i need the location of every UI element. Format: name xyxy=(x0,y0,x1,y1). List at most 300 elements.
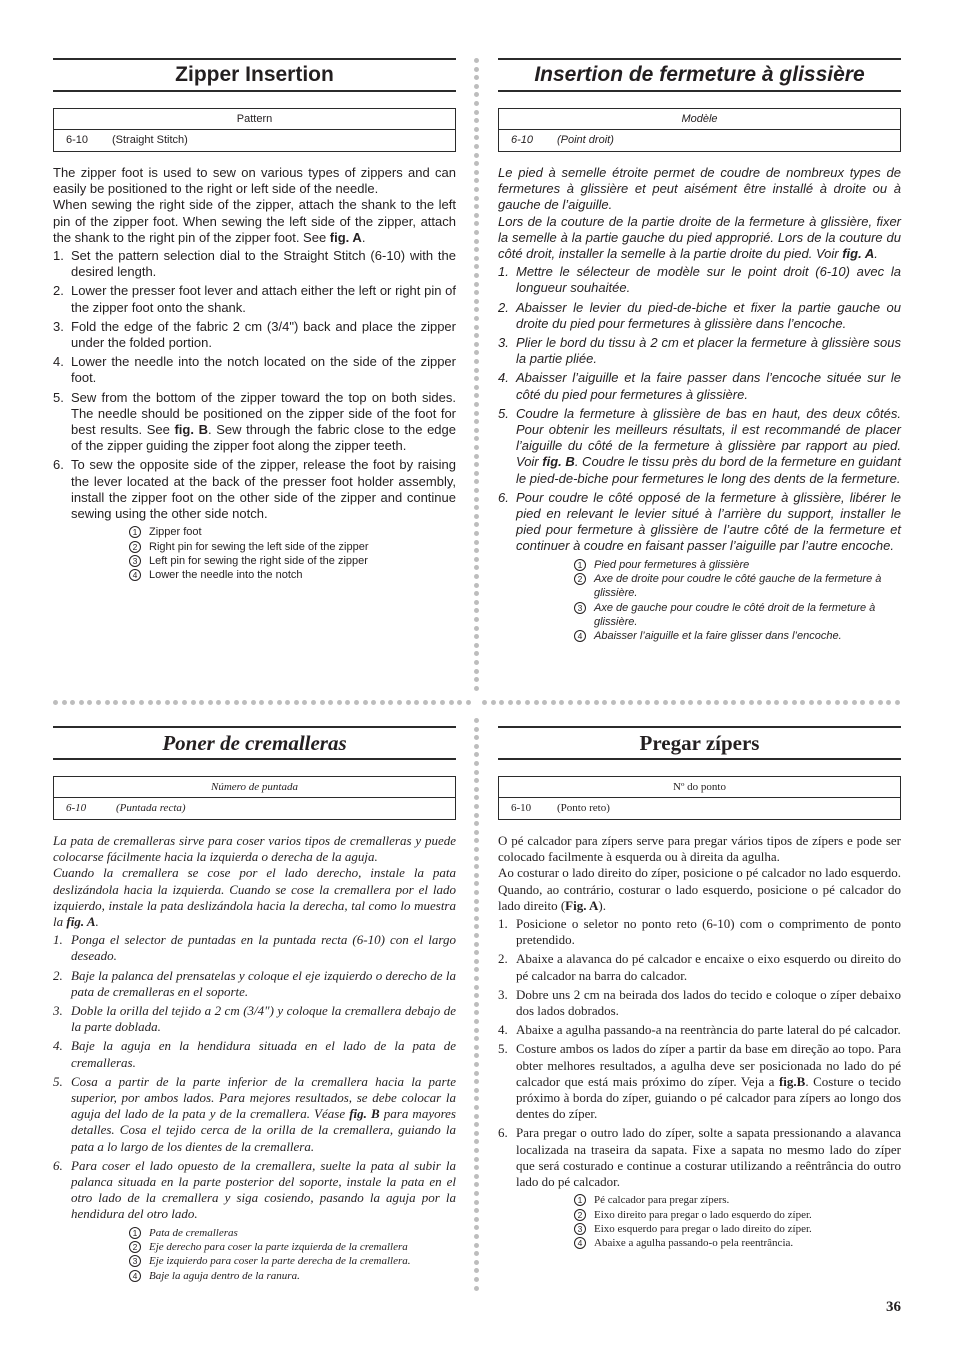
pattern-table xyxy=(53,776,456,820)
figure-legend xyxy=(129,525,456,582)
pattern-table-row xyxy=(499,130,900,151)
divider-dot xyxy=(474,273,479,278)
divider-dot xyxy=(474,744,479,749)
divider-dot xyxy=(474,574,479,579)
divider-dot xyxy=(474,204,479,209)
circled-number-icon: 1 xyxy=(129,526,141,538)
divider-dot xyxy=(474,1062,479,1067)
divider-dot xyxy=(474,247,479,252)
divider-dot xyxy=(53,700,58,705)
pattern-description: (Point droit) xyxy=(557,134,614,146)
legend-item: 3 Axe de gauche pour coudre le côté droit de la fermeture à glissière. xyxy=(574,601,901,630)
divider-dot xyxy=(474,1028,479,1033)
divider-dot xyxy=(182,700,187,705)
legend-item: 1 Pied pour fermetures à glissière xyxy=(574,558,901,572)
step-item: 2. Abaixe a alavanca do pé calcador e encaixe o eixo esquerdo ou direito do pé calcador na barra do calcador. xyxy=(498,951,901,983)
pattern-table-header: Número de puntada xyxy=(54,777,455,798)
divider-dot xyxy=(474,1019,479,1024)
divider-dot xyxy=(559,700,564,705)
divider-dot xyxy=(139,700,144,705)
steps-list xyxy=(53,932,456,1222)
divider-dot xyxy=(431,700,436,705)
divider-dot xyxy=(474,1277,479,1282)
legend-item: 2 Eje derecho para coser la parte izquierda de la cremallera xyxy=(129,1240,456,1254)
intro-paragraph-2: When sewing the right side of the zipper, attach the shank to the left pin of the zipper foot. When sewing the left side of the zipper, attach the shank to the right pin of the zipper foot. See fig. A. xyxy=(53,197,456,245)
divider-dot xyxy=(800,700,805,705)
step-item: 6. Para coser el lado opuesto de la cremallera, suelte la pata al subir la palanca situada en la parte posterior del soporte, instale la pata en el otro lado de la cremallera y siga cosiendo, pasando la aguja por la hendidura del otro lado. xyxy=(53,1157,456,1222)
pattern-number: 6-10 xyxy=(511,802,532,814)
divider-dot xyxy=(242,700,247,705)
divider-dot xyxy=(474,170,479,175)
legend-item: 4 Abaixe a agulha passando-o pela reentrância. xyxy=(574,1236,901,1250)
divider-dot xyxy=(474,1122,479,1127)
divider-dot xyxy=(474,282,479,287)
divider-dot xyxy=(285,700,290,705)
divider-dot xyxy=(474,325,479,330)
divider-dot xyxy=(663,700,668,705)
step-item: 1. Mettre le sélecteur de modèle sur le point droit (6-10) avec la longueur souhaitée. xyxy=(498,264,901,296)
divider-dot xyxy=(474,735,479,740)
pattern-description: (Straight Stitch) xyxy=(112,134,188,146)
divider-dot xyxy=(474,531,479,536)
divider-dot xyxy=(474,428,479,433)
circled-number-icon: 2 xyxy=(129,1241,141,1253)
divider-dot xyxy=(474,821,479,826)
divider-dot xyxy=(474,1182,479,1187)
divider-dot xyxy=(474,660,479,665)
divider-dot xyxy=(474,976,479,981)
step-item: 5. Costure ambos os lados do zíper a partir da base em direção ao topo. Para obter melhores resultados, a agulha deve ser posicionada no lado do pé calcador que está mais próximo do zíper. Veja a fig.B. Costure o tecido próximo à borda do zíper, guiando o pé calcador para zípers ao longo dos dentes do zíper. xyxy=(498,1041,901,1122)
divider-dot xyxy=(474,881,479,886)
divider-dot xyxy=(585,700,590,705)
step-item: 4. Baje la aguja en la hendidura situada en el lado de la pata de cremalleras. xyxy=(53,1038,456,1070)
divider-dot xyxy=(525,700,530,705)
divider-dot xyxy=(474,342,479,347)
step-item: 3. Doble la orilla del tejido a 2 cm (3/4") y coloque la cremallera debajo de la parte doblada. xyxy=(53,1003,456,1035)
divider-dot xyxy=(474,804,479,809)
divider-dot xyxy=(474,1165,479,1170)
divider-dot xyxy=(474,669,479,674)
divider-dot xyxy=(474,1200,479,1205)
pattern-table-header: Modèle xyxy=(499,109,900,130)
divider-dot xyxy=(474,161,479,166)
divider-dot xyxy=(474,144,479,149)
divider-dot xyxy=(268,700,273,705)
divider-dot xyxy=(474,58,479,63)
divider-dot xyxy=(474,178,479,183)
divider-dot xyxy=(474,873,479,878)
divider-dot xyxy=(474,591,479,596)
divider-dot xyxy=(474,1036,479,1041)
pattern-table xyxy=(498,776,901,820)
divider-dot xyxy=(680,700,685,705)
divider-dot xyxy=(474,1079,479,1084)
vertical-dotted-divider xyxy=(474,718,480,1293)
pattern-table-row xyxy=(54,130,455,151)
divider-dot xyxy=(474,933,479,938)
divider-dot xyxy=(637,700,642,705)
divider-dot xyxy=(474,411,479,416)
divider-dot xyxy=(474,959,479,964)
divider-dot xyxy=(474,1045,479,1050)
divider-dot xyxy=(474,368,479,373)
divider-dot xyxy=(474,1105,479,1110)
step-item: 1. Set the pattern selection dial to the Straight Stitch (6-10) with the desired length. xyxy=(53,248,456,280)
divider-dot xyxy=(371,700,376,705)
divider-dot xyxy=(474,752,479,757)
divider-dot xyxy=(113,700,118,705)
circled-number-icon: 3 xyxy=(574,602,586,614)
step-item: 4. Lower the needle into the notch located on the side of the zipper foot. xyxy=(53,354,456,386)
divider-dot xyxy=(886,700,891,705)
step-item: 2. Baje la palanca del prensatelas y coloque el eje izquierdo o derecho de la pata de cremalleras en el soporte. xyxy=(53,967,456,999)
divider-dot xyxy=(474,153,479,158)
divider-dot xyxy=(474,393,479,398)
divider-dot xyxy=(474,677,479,682)
divider-dot xyxy=(628,700,633,705)
divider-dot xyxy=(869,700,874,705)
section-title: Insertion de fermeture à glissière xyxy=(498,58,901,92)
divider-dot xyxy=(474,985,479,990)
legend-item: 1 Zipper foot xyxy=(129,525,456,539)
circled-number-icon: 4 xyxy=(574,630,586,642)
intro-paragraph-2: Ao costurar o lado direito do zíper, posicione o pé calcador no lado esquerdo. Quando, ao contrário, costurar o lado esquerdo, posicione o pé calcador do lado direito (Fig. A). xyxy=(498,865,901,913)
divider-dot xyxy=(474,686,479,691)
step-item: 5. Coudre la fermeture à glissière de bas en haut, des deux côtés. Pour obtenir les meilleurs résultats, il est recommandé de placer l’aiguille du côté de la fermeture à glissière par rapport au pied. Voir fig. B. Coudre le tissu près du bord de la fermeture en guidant le pied-de-biche pour fermetures le long des dents de la fermeture. xyxy=(498,405,902,486)
divider-dot xyxy=(311,700,316,705)
divider-dot xyxy=(474,634,479,639)
divider-dot xyxy=(414,700,419,705)
divider-dot xyxy=(474,488,479,493)
figure-legend xyxy=(129,1226,456,1283)
divider-dot xyxy=(474,1053,479,1058)
divider-dot xyxy=(474,548,479,553)
divider-dot xyxy=(474,350,479,355)
divider-dot xyxy=(474,479,479,484)
divider-dot xyxy=(251,700,256,705)
divider-dot xyxy=(79,700,84,705)
divider-dot xyxy=(860,700,865,705)
figure-reference: fig. A xyxy=(329,229,362,245)
page-number: 36 xyxy=(886,1299,901,1315)
divider-dot xyxy=(105,700,110,705)
figure-reference: fig. B xyxy=(174,422,208,438)
divider-dot xyxy=(474,92,479,97)
divider-dot xyxy=(474,462,479,467)
divider-dot xyxy=(474,557,479,562)
section-title: Pregar zípers xyxy=(498,726,901,760)
divider-dot xyxy=(474,75,479,80)
divider-dot xyxy=(817,700,822,705)
circled-number-icon: 3 xyxy=(129,1255,141,1267)
divider-dot xyxy=(474,196,479,201)
divider-dot xyxy=(474,761,479,766)
divider-dot xyxy=(474,907,479,912)
legend-item: 4 Baje la aguja dentro de la ranura. xyxy=(129,1269,456,1283)
legend-item: 1 Pé calcador para pregar zípers. xyxy=(574,1193,901,1207)
legend-item: 2 Right pin for sewing the left side of the zipper xyxy=(129,540,456,554)
divider-dot xyxy=(474,84,479,89)
legend-item: 4 Abaisser l’aiguille et la faire glisser dans l’encoche. xyxy=(574,629,901,643)
figure-reference: fig. A xyxy=(842,246,875,262)
circled-number-icon: 1 xyxy=(574,559,586,571)
section-body xyxy=(498,833,901,1190)
circled-number-icon: 2 xyxy=(129,541,141,553)
divider-dot xyxy=(706,700,711,705)
divider-dot xyxy=(474,813,479,818)
divider-dot xyxy=(688,700,693,705)
divider-dot xyxy=(474,256,479,261)
divider-dot xyxy=(156,700,161,705)
circled-number-icon: 4 xyxy=(129,569,141,581)
pattern-description: (Ponto reto) xyxy=(557,802,610,814)
divider-dot xyxy=(474,385,479,390)
step-item: 1. Ponga el selector de puntadas en la puntada recta (6-10) con el largo deseado. xyxy=(53,932,456,964)
divider-dot xyxy=(474,967,479,972)
divider-dot xyxy=(551,700,556,705)
divider-dot xyxy=(388,700,393,705)
divider-dot xyxy=(474,307,479,312)
divider-dot xyxy=(474,1148,479,1153)
divider-dot xyxy=(749,700,754,705)
pattern-number: 6-10 xyxy=(66,802,87,814)
section-french xyxy=(498,58,901,643)
divider-dot xyxy=(87,700,92,705)
divider-dot xyxy=(474,916,479,921)
divider-dot xyxy=(474,899,479,904)
divider-dot xyxy=(474,626,479,631)
divider-dot xyxy=(474,1217,479,1222)
section-body xyxy=(53,165,456,522)
divider-dot xyxy=(345,700,350,705)
divider-dot xyxy=(508,700,513,705)
divider-dot xyxy=(165,700,170,705)
divider-dot xyxy=(491,700,496,705)
step-item: 3. Plier le bord du tissu à 2 cm et placer la fermeture à glissière sous la partie pliée. xyxy=(498,335,901,367)
divider-dot xyxy=(363,700,368,705)
divider-dot xyxy=(723,700,728,705)
divider-dot xyxy=(474,795,479,800)
divider-dot xyxy=(474,778,479,783)
divider-dot xyxy=(474,1191,479,1196)
figure-reference: fig.B xyxy=(778,1073,806,1089)
circled-number-icon: 1 xyxy=(129,1227,141,1239)
intro-paragraph-2: Cuando la cremallera se cose por el lado derecho, instale la pata deslizándola hacia la izquierda. Cuando se cose la cremallera por el lado izquierdo, instale la pata deslizándola hacia la derecha, tal como lo muestra la fig. A. xyxy=(53,865,456,930)
divider-dot xyxy=(474,856,479,861)
divider-dot xyxy=(225,700,230,705)
divider-dot xyxy=(474,333,479,338)
pattern-number: 6-10 xyxy=(66,134,89,146)
divider-dot xyxy=(474,359,479,364)
intro-paragraph-1: La pata de cremalleras sirve para coser varios tipos de cremalleras y puede colocarse fácilmente hacia la izquierda o derecha de la aguja. xyxy=(53,833,456,865)
divider-dot xyxy=(474,838,479,843)
divider-dot xyxy=(474,864,479,869)
divider-dot xyxy=(542,700,547,705)
divider-dot xyxy=(474,514,479,519)
divider-dot xyxy=(302,700,307,705)
figure-reference: fig. B xyxy=(542,454,575,470)
divider-dot xyxy=(474,890,479,895)
divider-dot xyxy=(852,700,857,705)
divider-dot xyxy=(474,718,479,723)
divider-dot xyxy=(474,583,479,588)
divider-dot xyxy=(474,942,479,947)
divider-dot xyxy=(122,700,127,705)
divider-dot xyxy=(474,617,479,622)
circled-number-icon: 3 xyxy=(129,555,141,567)
divider-dot xyxy=(482,700,487,705)
divider-dot xyxy=(474,187,479,192)
divider-dot xyxy=(774,700,779,705)
divider-dot xyxy=(809,700,814,705)
circled-number-icon: 4 xyxy=(129,1270,141,1282)
step-item: 6. Para pregar o outro lado do zíper, solte a sapata pressionando a alavanca localizada na traseira da sapata. Fixe a sapata no mesmo lado do zíper que será costurado e continue a costurar utilizando a reêntrância do outro lado do pé calcador. xyxy=(498,1125,901,1190)
step-item: 3. Dobre uns 2 cm na beirada dos lados do tecido e coloque o zíper debaixo dos lados dobrados. xyxy=(498,986,901,1019)
divider-dot xyxy=(474,239,479,244)
circled-number-icon: 4 xyxy=(574,1237,586,1249)
legend-item: 1 Pata de cremalleras xyxy=(129,1226,456,1240)
intro-paragraph-2: Lors de la couture de la partie droite de la fermeture à glissière, fixer la semelle à la partie gauche du pied approprié. Lors de la couture du côté droit, installer la semelle à la partie droite du pied. Voir fig. A. xyxy=(498,213,901,262)
divider-dot xyxy=(474,830,479,835)
legend-item: 2 Eixo direito para pregar o lado esquerdo do zíper. xyxy=(574,1208,901,1222)
step-item: 2. Lower the presser foot lever and attach either the left or right pin of the zipper foot onto the shank. xyxy=(53,283,456,315)
step-item: 3. Fold the edge of the fabric 2 cm (3/4") back and place the zipper under the folded portion. xyxy=(53,318,456,351)
legend-item: 3 Eje izquierdo para coser la parte derecha de la cremallera. xyxy=(129,1254,456,1268)
divider-dot xyxy=(792,700,797,705)
divider-dot xyxy=(423,700,428,705)
divider-dot xyxy=(534,700,539,705)
divider-dot xyxy=(354,700,359,705)
divider-dot xyxy=(474,221,479,226)
divider-dot xyxy=(766,700,771,705)
divider-dot xyxy=(216,700,221,705)
figure-reference: fig. A xyxy=(66,914,96,930)
divider-dot xyxy=(474,1139,479,1144)
divider-dot xyxy=(474,1131,479,1136)
divider-dot xyxy=(474,118,479,123)
divider-dot xyxy=(474,1243,479,1248)
step-item: 6. Pour coudre le côté opposé de la fermeture à glissière, libérer le pied en relevant le levier situé à l’arrière du support, installer le pied pour fermeture à glissière de l’autre côté de la fermeture et continuer à coudre en faisant passer l’aiguille par l’autre encoche. xyxy=(498,489,901,554)
divider-dot xyxy=(731,700,736,705)
divider-dot xyxy=(191,700,196,705)
divider-dot xyxy=(380,700,385,705)
divider-dot xyxy=(654,700,659,705)
divider-dot xyxy=(474,1010,479,1015)
pattern-table-header: Pattern xyxy=(54,109,455,130)
divider-dot xyxy=(474,213,479,218)
divider-dot xyxy=(671,700,676,705)
divider-dot xyxy=(474,1096,479,1101)
divider-dot xyxy=(577,700,582,705)
divider-dot xyxy=(474,497,479,502)
divider-dot xyxy=(474,67,479,72)
steps-list xyxy=(498,916,901,1190)
divider-dot xyxy=(208,700,213,705)
divider-dot xyxy=(474,1071,479,1076)
divider-dot xyxy=(645,700,650,705)
divider-dot xyxy=(148,700,153,705)
divider-dot xyxy=(474,290,479,295)
divider-dot xyxy=(474,643,479,648)
divider-dot xyxy=(294,700,299,705)
divider-dot xyxy=(457,700,462,705)
pattern-table xyxy=(498,108,901,152)
figure-reference: fig. B xyxy=(349,1106,380,1122)
divider-dot xyxy=(474,608,479,613)
divider-dot xyxy=(474,1251,479,1256)
divider-dot xyxy=(474,522,479,527)
divider-dot xyxy=(516,700,521,705)
divider-dot xyxy=(474,436,479,441)
divider-dot xyxy=(474,950,479,955)
divider-dot xyxy=(474,135,479,140)
legend-item: 3 Left pin for sewing the right side of the zipper xyxy=(129,554,456,568)
divider-dot xyxy=(474,419,479,424)
divider-dot xyxy=(568,700,573,705)
divider-dot xyxy=(474,1225,479,1230)
divider-dot xyxy=(474,1088,479,1093)
pattern-table-header: Nº do ponto xyxy=(499,777,900,798)
divider-dot xyxy=(397,700,402,705)
divider-dot xyxy=(474,847,479,852)
step-item: 5. Cosa a partir de la parte inferior de la cremallera hacia la parte superior, por ambos lados. Para mejores resultados, se debe colocar la aguja del lado de la pata y de la cremallera. Véase fig. B para mayores detalles. Cosa el tejido cerca de la orilla de la cremallera, guiando la pata a lo largo de los dientes de la cremallera. xyxy=(53,1073,456,1154)
divider-dot xyxy=(474,127,479,132)
pattern-description: (Puntada recta) xyxy=(116,802,186,814)
legend-item: 4 Lower the needle into the notch xyxy=(129,568,456,582)
section-spanish xyxy=(53,726,456,1283)
horizontal-dotted-divider xyxy=(53,700,473,706)
divider-dot xyxy=(611,700,616,705)
divider-dot xyxy=(328,700,333,705)
figure-legend xyxy=(574,558,901,644)
divider-dot xyxy=(259,700,264,705)
divider-dot xyxy=(337,700,342,705)
divider-dot xyxy=(474,1157,479,1162)
divider-dot xyxy=(474,787,479,792)
divider-dot xyxy=(474,402,479,407)
figure-reference: Fig. A xyxy=(565,897,599,913)
divider-dot xyxy=(474,1286,479,1291)
section-body xyxy=(53,833,456,1223)
step-item: 2. Abaisser le levier du pied-de-biche et fixer la partie gauche ou droite du pied pour fermetures à glissière dans l’encoche. xyxy=(498,299,901,331)
divider-dot xyxy=(714,700,719,705)
divider-dot xyxy=(406,700,411,705)
divider-dot xyxy=(474,540,479,545)
step-item: 4. Abaixe a agulha passando-a na reentrància do parte lateral do pé calcador. xyxy=(498,1022,901,1038)
divider-dot xyxy=(474,264,479,269)
divider-dot xyxy=(740,700,745,705)
divider-dot xyxy=(474,505,479,510)
divider-dot xyxy=(62,700,67,705)
divider-dot xyxy=(277,700,282,705)
section-portuguese xyxy=(498,726,901,1250)
pattern-number: 6-10 xyxy=(511,134,534,146)
pattern-table xyxy=(53,108,456,152)
pattern-table-row xyxy=(499,798,900,819)
divider-dot xyxy=(449,700,454,705)
legend-item: 2 Axe de droite pour coudre le côté gauche de la fermeture à glissière. xyxy=(574,572,901,601)
divider-dot xyxy=(474,101,479,106)
section-english xyxy=(53,58,456,582)
divider-dot xyxy=(130,700,135,705)
vertical-dotted-divider xyxy=(474,58,480,698)
step-item: 1. Posicione o seletor no ponto reto (6-10) com o comprimento de ponto pretendido. xyxy=(498,916,901,948)
legend-item: 3 Eixo esquerdo para pregar o lado direito do zíper. xyxy=(574,1222,901,1236)
step-item: 4. Abaisser l’aiguille et la faire passer dans l’encoche située sur le côté du pied pour fermetures à glissière. xyxy=(498,370,901,402)
divider-dot xyxy=(474,1174,479,1179)
divider-dot xyxy=(878,700,883,705)
section-title: Zipper Insertion xyxy=(53,58,456,92)
